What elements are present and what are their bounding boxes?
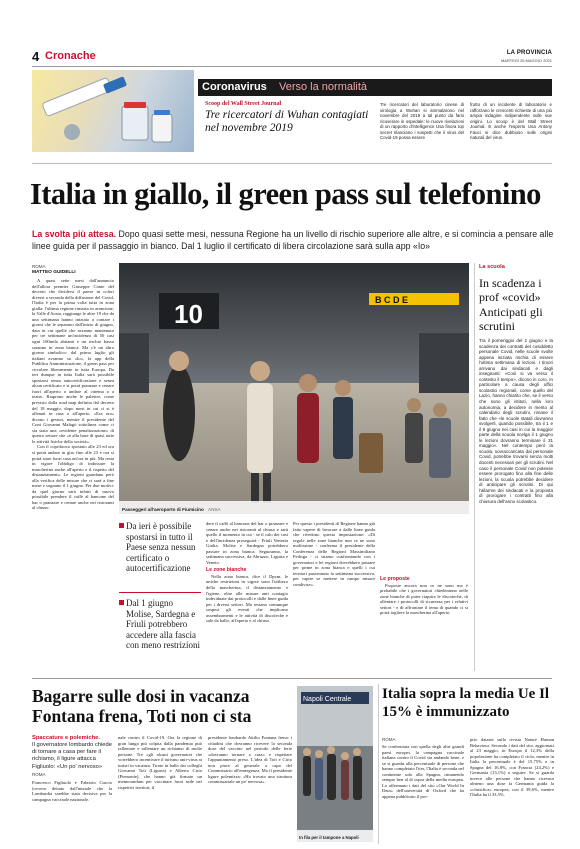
lead-column-3 [206, 521, 288, 671]
page-number: 4 [32, 49, 40, 64]
coronavirus-banner [198, 79, 552, 96]
header-rule [32, 66, 552, 67]
section-name: Cronache [45, 50, 96, 62]
vaccine-photo [32, 70, 194, 152]
europa-column-1: Se confrontata con quella degli altri grandi paesi europei, la campagna vaccinale italiana contro il Covid sta andando bene, e se si guarda alla percentuale di persone che hanno completato l'iter, l'Italia è seconda nel continente solo alla Spagna, rimanendo sempre ben al di sopra della media europea. Lo affermano i dati del sito «Our World In Data» dell'università di Oxford che ha appena pubblicato il pro- [382, 744, 464, 799]
pull-quote-1-text: Da ieri è possibile spostarsi in tutto il Paese senza nessun certificato o autocertificazione [126, 521, 196, 574]
svg-text:B C D E: B C D E [375, 295, 409, 305]
photo-credit: ANSA [208, 507, 221, 512]
standfirst-text: Dopo quasi sette mesi, nessuna Regione ha un livello di rischio superiore alle altre, e si comincia a pensare alle linee guida per il passaggio in bianco. Dal 1 luglio il certificato di libera circolazione sarà sulla app «Io» [32, 229, 554, 251]
pull-quote-2-marker [119, 600, 124, 605]
napoli-scene [297, 686, 373, 842]
vial-illustration [32, 70, 194, 152]
dosi-column-3: presidente lombardo Attilio Fontana frena: i cittadini che dovranno ricevere la seconda dose del vaccino nel periodo delle ferie «dovranno tornare a casa» e rispettare l'appuntamento preso. L'idea di Toti e Cirio non piace al generale a capo del Commissario all'emergenza. Ma il presidente ligure polemizza: «Ho trovato una struttura commissariale un po' nervosa». [208, 735, 292, 785]
lead-dateline: ROMA [32, 264, 46, 269]
napoli-sign-text: Napoli Centrale [303, 696, 352, 703]
pull-quote-2-text: Dal 1 giugno Molise, Sardegna e Friuli potrebbero accedere alla fascia con meno restrizioni [126, 598, 200, 651]
wsj-kicker: Scoop del Wall Street Journal [205, 101, 282, 107]
lead-byline: MATTEO GUIDELLI [32, 270, 76, 275]
dosi-dateline: ROMA [32, 772, 46, 777]
airport-scene [119, 263, 469, 514]
napoli-photo-caption: In fila per il tampone a Napoli [299, 835, 359, 840]
photo-caption-text: Passeggeri all'aeroporto di Fiumicino [122, 507, 204, 512]
paper-name: LA PROVINCIA [506, 50, 552, 56]
subhead-proposte: Le proposte [380, 576, 410, 582]
dosi-column-1: Francesco Figliuolo e Fabrizio Curcio (ovvero dettato dall'iniziale che la Lombardia sarebbe stata decisiva per la campagna vaccinale nazionale. [32, 780, 112, 802]
lead-column-5-text: Proposte ancora non ce ne sono ma è probabile che i governatori chiederanno nelle zone bianche di poter riaprire le discoteche, di allentare i protocolli di sicurezza per i relativi settori - e di affrontare il tema di quando ci si potrà togliere la mascherina all'aperto. [380, 582, 468, 616]
banner-tag: Coronavirus [202, 81, 267, 93]
europa-headline: Italia sopra la media Ue Il 15% è immunizzato [382, 686, 550, 720]
lead-column-4: Per questo i presidenti di Regione hanno già fatto sapere di lavorare a dalle linee guida che rivedono questa impostazione: «Di regole nelle zone bianche non ce ne sono moltissime - conferma il presidente della Conferenza delle Regioni Massimiliano Fedriga - ci stiamo confrontando con i governatori e lei regioni dovrebbero passare per prime in zona bianca e quelli i cui territori passeranno la settimana successiva, per capire se mettere in campo misure condivise». [293, 521, 375, 588]
dosi-column-2: nale contro il Covid-19. Ora la regione di gran lunga più colpita dalla pandemia può rallentare e rallentare un richiamo di molte persone. Tre «gli alcuni governatori che vorrebbero incentivare il turismo anti-virus ai turisti in vacanza. Tirato in ballo dai colleghi Giovanni Toti (Liguria) e Alberto Cirio (Piemonte), che hanno già firmato un memorandum per vaccinare fuori sede nei rispettivi territori, il [118, 735, 202, 790]
school-kicker: La scuola [479, 264, 505, 270]
europa-rule [378, 684, 379, 844]
pull-quote-2 [119, 598, 201, 651]
wsj-column-1: Tre ricercatori del laboratorio cinese di virologia a Wuhan si ammalarono nel novembre del 2019 a tal punto da farsi ricoverare in ospedale: le nuove rivelazioni di un rapporto d'intelligence Usa finora top secret rilanciano i sospetti che il virus del Covid-19 possa essere [380, 102, 464, 140]
wsj-column-2: frutto di un incidente di laboratorio e rafforzano le crescenti richieste di una più ampia indagine indipendente sulle sue origini. Lo scoop è del Wall Street Journal. E anche l'esperto Usa Antony Fauci si dice dubbioso sulle origini naturali del virus. [470, 102, 552, 140]
lead-column-1-text: A quasi sette mesi dall'annuncio dell'allora premier Giuseppe Conte del decreto che divideva il paese in colori diversi a seconda della diffusione del Covid, l'Italia è per la prima volta tutta in zona gialla: l'ultima regione rimasta in arancione, la Valle d'Aosta, raggiunge le altre 19 che da una settimana hanno iniziato a contare i giorni che le separano dall'inizio di giugno, data in cui quelle che avranno mantenuto per tre settimane un'incidenza di 50 casi ogni 100mila abitanti e un rischio basso saranno in zona bianca. Ma c'è un altro giorno simbolico: dal primo luglio gli italiani avranno su «Io», la app della Pubblica Amministrazione, il green pass per circolare liberamente in tutta Europa. Da ieri dunque in tutta Italia sarà possibile spostarsi senza autocertificazione e senza alcun certificato e si potrà pranzare e cenare fuori all'aperto o andare al cinema o a teatro. Riaprono anche le palestre, come previsto dalla road map definita dal decreto del 18 maggio, dopo mesi in cui ci si è allenati in casa o all'aperto. «Era ora» dicono i gestori, mentre il presidente del Coni Giovanni Malagò sottolinea come ci sia stata una «evidente penalizzazione» di questo settore che «è alla base di quasi tutte le attività fisiche della società». [32, 278, 114, 444]
page-header [32, 49, 552, 65]
pull-quote-1-marker [119, 523, 124, 528]
airport-photo [119, 263, 469, 514]
napoli-photo [297, 686, 373, 842]
rule-3 [32, 678, 552, 679]
pull-quote-1 [119, 521, 201, 574]
europa-dateline: ROMA [382, 737, 396, 742]
wsj-headline: Tre ricercatori di Wuhan contagiati nel novembre 2019 [205, 109, 369, 134]
rule-2 [32, 163, 552, 164]
dosi-kicker: Spaccature e polemiche. [32, 735, 100, 741]
lead-column-1 [32, 278, 114, 670]
lead-headline: Italia in giallo, il green pass sul telefonino [30, 177, 541, 211]
airport-photo-caption [122, 507, 221, 512]
standfirst-kicker: La svolta più attesa. [32, 229, 117, 239]
dosi-headline: Bagarre sulle dosi in vacanza Fontana frena, Toti non ci sta [32, 686, 252, 726]
issue-date: MARTEDÌ 25 MAGGIO 2021 [500, 58, 552, 63]
lead-column-2-text: Con il coprifuoco spostato alle 23 ed ora si potrà andare in giro fino alle 23 e ora si potrà stare fuori casa un'ora in più. Ma resta in vigore l'obbligo di indossare la mascherina anche all'aperto e il rispetto del distanziamento. Le regioni guardano però alla verifica delle misure che ci sarà a fine mese e sognano il 1 giugno. Per due motivi: da quel giorno sarà infatti di nuovo possibile prendere il caffè al bancone del bar o pranzare e cenare anche nei ristoranti al chiuso. [32, 444, 114, 511]
subhead-zone-bianche: Le zone bianche [206, 567, 247, 574]
lead-column-3b-text: Nella zona bianca, dice il Dpcm, le uniche restrizioni in vigore sono l'utilizzo della mascherina, il distanziamento e l'igiene, oltre alle misure anti contagio individuate dai protocolli e dalle linee guida per i diversi settori. Ma restano comunque sospesi gli eventi che implicano assembramenti e le attività di discoteche e sale da ballo, all'aperto e al chiuso. [206, 573, 288, 624]
dosi-standfirst: Il governatore lombardo chiede di tornare a casa per fare il richiamo, il ligure attacca Figliuolo: «Un po' nervoso» [32, 742, 112, 770]
school-headline: In scadenza i prof «covid» Anticipati gli scrutini [479, 276, 543, 334]
pull-quote-divider [119, 592, 201, 593]
school-body: Tra il pomeriggio del 2 giugno e la scadenza dei contratti del cosiddetto personale Covid, nelle scuole svolte appena iniziata rischia di essere l'ultima settimana di lezioni. I timori arrivano dai sindacati e dagli insegnanti: «Così si va verso il contesto il tempo», dicono in coro. In particolare a causa degli uffici scolastici regionali, come quello del Lazio, hanno chiarito che, se il verso che sono gli istituti, nella loro autonomia, a decidere in merito al calendario degli scrutini, rimane il fatto che «le scuole statali dovranno svolgerli, quando possibile, tra il 1 e il 9 giugno nei casi in cui la maggior parte della scuola scelga il 1 giugno le lezioni dovranno terminare il 31 maggio». Nel contempo però la scuola, sovraccaricata dal personale Covid, potrebbe trovarsi senza molti docenti necessari per gli scrutini. Nel caso il personale Covid non potesse essere prorogato fino alla fine delle lezioni, la scuola potrebbe decidere di anticipare gli scrutini. Di qui l'allarme dei sindacati e la proposta di prorogare i contratti fino alla chiusura dell'anno scolastico. [479, 338, 553, 504]
lead-column-3-text: dere il caffè al bancone del bar o pranzare e cenare anche nei ristoranti al chiuso e sarà quello il momento in cui - se il calo dei casi e dell'incidenza proseguirà - Friuli Venezia Giulia, Molise e Sardegna potrebbero passare in zona bianca. Seguiranno, la settimana successiva, da Abruzzo, Liguria e Veneto. [206, 521, 288, 565]
banner-title: Verso la normalità [279, 81, 368, 93]
lead-column-5 [380, 521, 468, 671]
school-sidebar-rule [474, 263, 475, 671]
svg-text:10: 10 [174, 299, 203, 329]
lead-standfirst [32, 228, 554, 252]
europa-column-2: prio dataset sulla rivista Nature Human Behaviour. Secondo i dati del sito, aggiornati al 23 maggio, in Europa il 12,3% della popolazione ha completato il ciclo, mentre in Italia la percentuale è del 15,75% e in Spagna del 16,8%, con Francia (24,2%) e Germania (13,1%) a seguire. Se si guarda invece alle persone che hanno ricevuto almeno una dose la Germania guida la «classifica» europea, con il 39,6%, mentre l'Italia ha il 33,5%. [470, 737, 554, 798]
